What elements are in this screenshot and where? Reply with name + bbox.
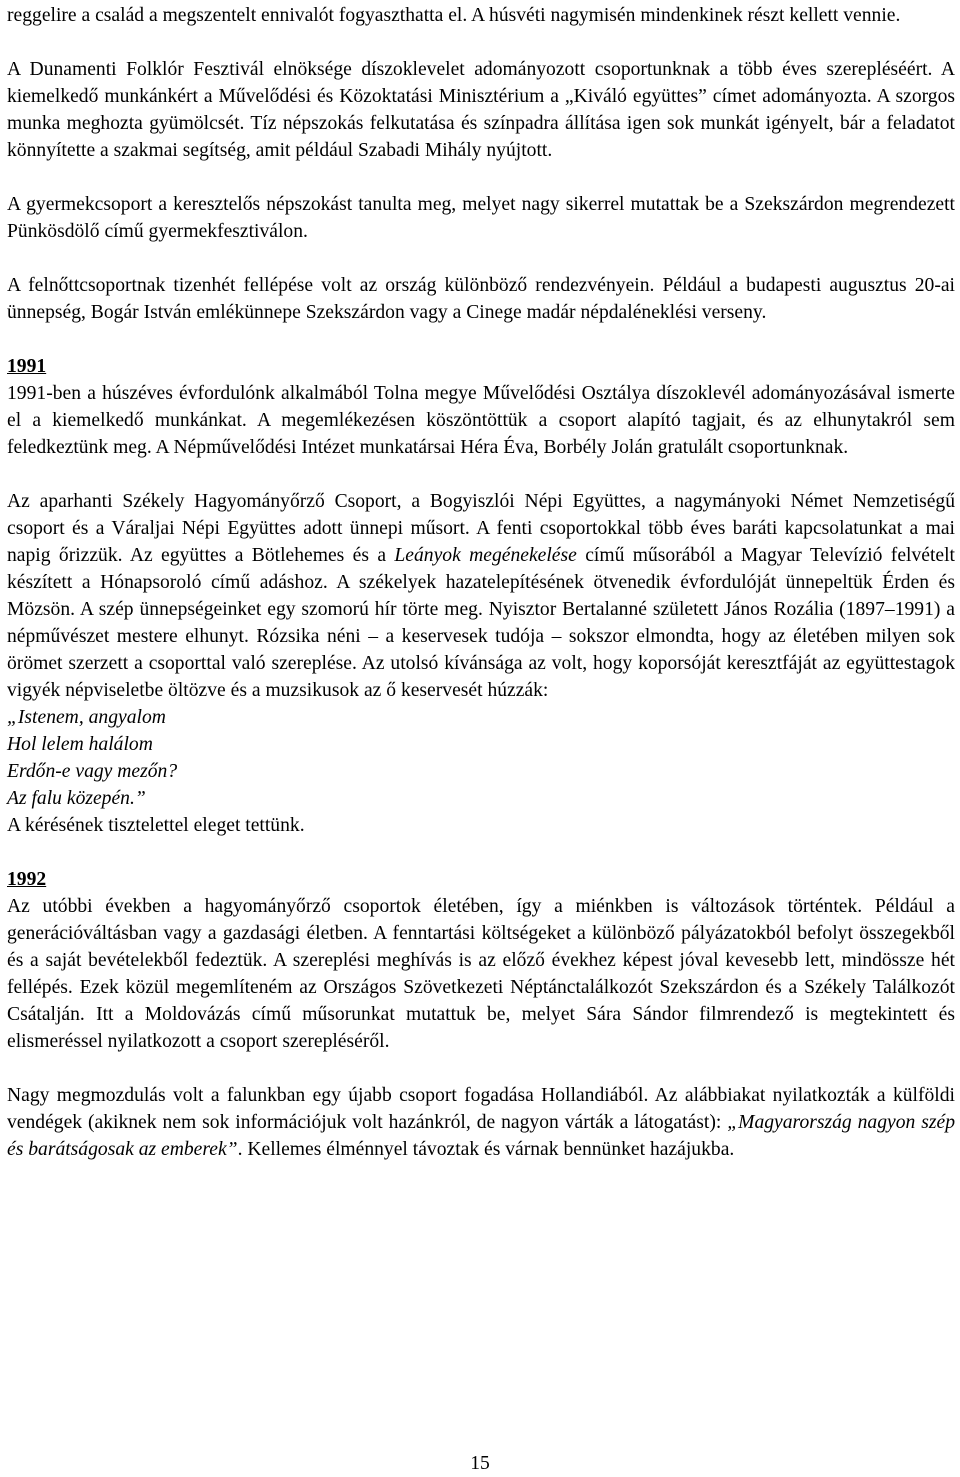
section-heading-1991 [7,353,955,380]
paragraph-adult-group: A felnőttcsoportnak tizenhét fellépése volt az ország különböző rendezvényein. Például a budapesti augusztus 20-ai ünnepség, Bogár István emlékünnepe Szekszárdon vagy a Cinege madár népdaléneklési verseny. [7,275,955,323]
section-heading-1992 [7,866,955,893]
poem-line: Erdőn-e vagy mezőn? [7,761,178,782]
document-page [7,0,955,1163]
year-1991-label: 1991 [7,356,47,377]
paragraph-dutch-text-b: . Kellemes élménnyel távoztak és várnak bennünket hazájukba. [237,1139,735,1160]
paragraph-changes: Az utóbbi években a hagyományőrző csoportok életében, így a miénkben is változások történtek. Például a generációváltásban vagy a gazdasági életben. A fenntartási költségeket a különböző pályázatokból befolyt összegekből és a saját bevételekből fedeztük. A szereplési meghívás is az előző évekhez képest jóval kevesebb lett, mindössze hét fellépés. Ezek közül megemlíteném az Országos Szövetkezeti Néptánctalálkozót Szekszárdon és a Székely Találkozót Csátalján. Itt a Moldovázás című műsorunkat mutattuk be, melyet Sára Sándor filmrendező is megtekintett és elismeréssel nyilatkozott a csoport szerepléséről. [7,896,955,1052]
guest-quote-italic: „Magyarország nagyon szép és barátságosak az emberek” [7,1112,955,1160]
paragraph-groups-program [7,488,955,704]
year-1992-label: 1992 [7,869,47,890]
poem-line: Az falu közepén.” [7,788,146,809]
poem-block [7,704,955,812]
program-title-italic: Leányok megénekelése [394,545,577,566]
paragraph-dutch-text-a: Nagy megmozdulás volt a falunkban egy újabb csoport fogadása Hollandiából. Az alábbiakat nyilatkozták a külföldi vendégek (akiknek nem sok információjuk volt hazánkról, de nagyon várták a látogatást): [7,1085,955,1133]
paragraph-groups-text-a: Az aparhanti Székely Hagyományőrző Csoport, a Bogyiszlói Népi Együttes, a nagymányoki Német Nemzetiségű csoport és a Váraljai Népi Együttes adott ünnepi műsort. A fenti csoportokkal több éves baráti kapcsolatunkat a mai napig őrizzük. Az együttes a Bötlehemes és a [7,491,955,566]
paragraph-request-fulfilled: A kérésének tisztelettel eleget tettünk. [7,815,305,836]
paragraph-folklore-festival: A Dunamenti Folklór Fesztivál elnöksége díszoklevelet adományozott csoportunknak a több éves szerepléséért. A kiemelkedő munkánkért a Művelődési és Közoktatási Minisztérium a „Kiváló együttes” címet adományozta. A szorgos munka meghozta gyümölcsét. Tíz népszokás felkutatása és színpadra állítása igen sok munkát igényelt, bár a feladatot könnyítette a szakmai segítség, amit például Szabadi Mihály nyújtott. [7,59,955,161]
paragraph-children-group: A gyermekcsoport a keresztelős népszokást tanulta meg, melyet nagy sikerrel mutattak be a Szekszárdon megrendezett Pünkösdölő című gyermekfesztiválon. [7,194,955,242]
poem-line: „Istenem, angyalom [7,707,166,728]
paragraph-anniversary: 1991-ben a húszéves évfordulónk alkalmából Tolna megye Művelődési Osztálya díszoklevél adományozásával ismerte el a kiemelkedő munkánkat. A megemlékezésen köszöntöttük a csoport alapító tagjait, és az elhunytakról sem feledkeztünk meg. A Népművelődési Intézet munkatársai Héra Éva, Borbély Jolán gratulált csoportunknak. [7,383,955,458]
page-number: 15 [470,1453,490,1474]
poem-line: Hol lelem halálom [7,734,153,755]
paragraph-easter: reggelire a család a megszentelt ennivalót fogyaszthatta el. A húsvéti nagymisén mindenkinek részt kellett vennie. [7,5,901,26]
paragraph-groups-text-b: című műsorából a Magyar Televízió felvételt készített a Hónapsoroló című adáshoz. A székelyek hazatelepítésének ötvenedik évfordulóját ünnepeltük Érden és Mözsön. A szép ünnepségeinket egy szomorú hír törte meg. Nyisztor Bertalanné született János Rozália (1897–1991) a népművészet mestere elhunyt. Rózsika néni – a keservesek tudója – sokszor elmondta, hogy az életében milyen sok örömet szerzett a csoporttal való szereplése. Az utolsó kívánsága az volt, hogy koporsóját keresztfáját az együttestagok vigyék népviseletbe öltözve és a muzsikusok az ő keservesét húzzák: [7,545,955,701]
paragraph-dutch-guests [7,1082,955,1163]
